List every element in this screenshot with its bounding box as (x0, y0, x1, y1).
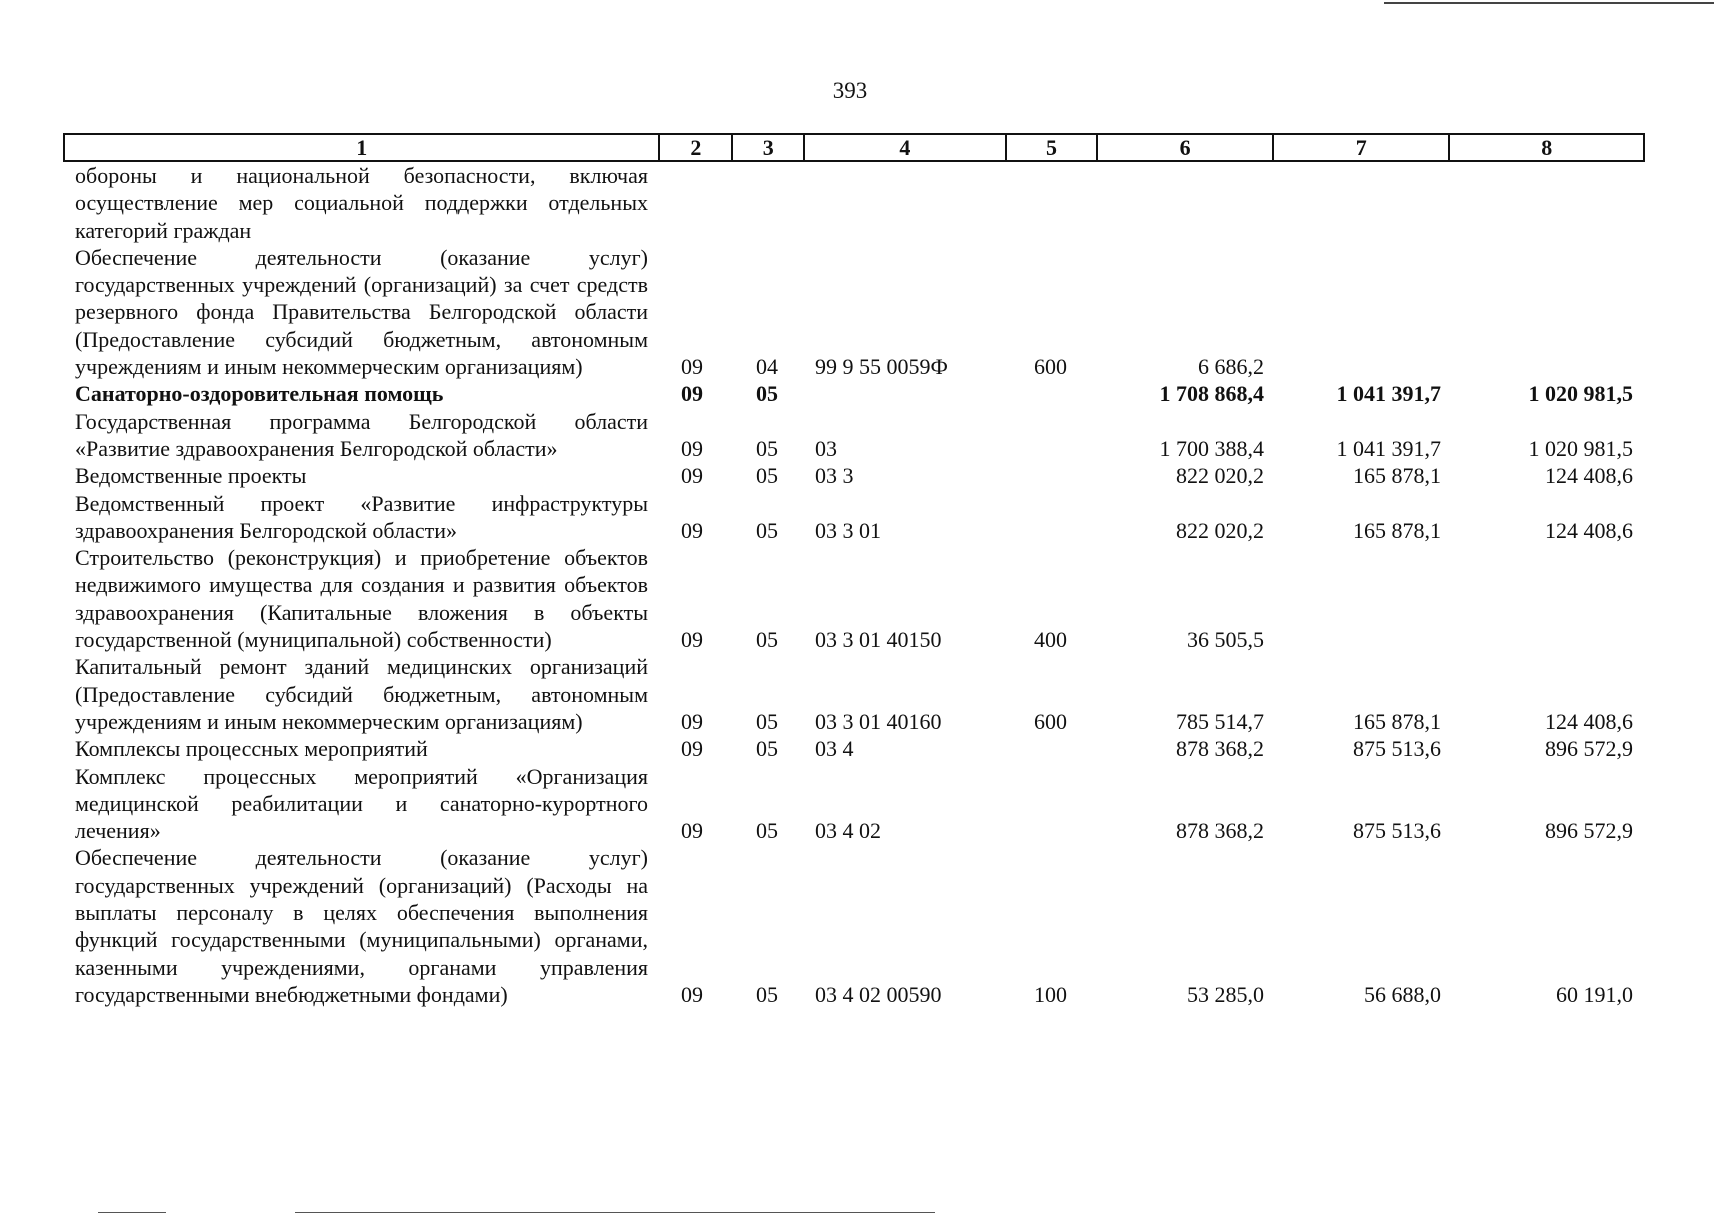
row-col-7: 56 688,0 (1364, 981, 1441, 1007)
table-row (0, 544, 1714, 653)
row-col-6: 53 285,0 (1187, 981, 1264, 1007)
table-row (0, 653, 1714, 735)
row-col-4: 03 4 (815, 736, 854, 762)
row-col-6: 1 700 388,4 (1159, 435, 1264, 461)
row-col-3: 05 (756, 463, 778, 489)
row-col-4: 03 3 (815, 463, 854, 489)
row-col-4: 03 (815, 435, 837, 461)
row-description: обороны и национальной безопасности, включая осуществление мер социальной поддержки отдельных категорий граждан (75, 163, 648, 243)
row-col-3: 05 (756, 381, 778, 407)
header-col-4: 4 (805, 135, 1006, 160)
row-col-7: 1 041 391,7 (1336, 435, 1441, 461)
row-col-6: 878 368,2 (1176, 736, 1264, 762)
row-col-3: 05 (756, 627, 778, 653)
top-rule (1384, 2, 1714, 4)
row-col-6: 36 505,5 (1187, 627, 1264, 653)
header-col-8: 8 (1541, 135, 1553, 160)
header-col-1: 1 (65, 135, 660, 160)
row-description: Обеспечение деятельности (оказание услуг) государственных учреждений (организаций) (Расходы на выплаты персоналу в целях обеспечения выполнения функций государственными (муниципальными) органами, казенными учреждениями, органами управления государственными внебюджетными фондами) (75, 845, 648, 1007)
table-row (0, 408, 1714, 463)
row-col-2: 09 (681, 818, 703, 844)
row-col-8: 896 572,9 (1545, 818, 1633, 844)
table-header (63, 133, 1645, 162)
row-col-7: 165 878,1 (1353, 517, 1441, 543)
table-row (0, 162, 1714, 244)
row-col-3: 05 (756, 708, 778, 734)
row-col-3: 05 (756, 435, 778, 461)
row-col-4: 03 4 02 00590 (815, 981, 942, 1007)
row-col-3: 05 (756, 818, 778, 844)
row-col-3: 05 (756, 517, 778, 543)
row-col-2: 09 (681, 627, 703, 653)
row-description: Ведомственный проект «Развитие инфраструктуры здравоохранения Белгородской области» (75, 490, 648, 543)
row-col-5: 600 (1034, 708, 1067, 734)
row-col-4: 03 4 02 (815, 818, 881, 844)
row-col-7: 165 878,1 (1353, 463, 1441, 489)
row-col-6: 822 020,2 (1176, 517, 1264, 543)
row-description: Капитальный ремонт зданий медицинских организаций (Предоставление субсидий бюджетным, автономным учреждениям и иным некоммерческим организациям) (75, 654, 648, 734)
table-row (0, 380, 1714, 407)
row-col-4: 99 9 55 0059Ф (815, 354, 948, 380)
header-col-3: 3 (733, 135, 805, 160)
row-col-8: 1 020 981,5 (1528, 435, 1633, 461)
row-col-4: 03 3 01 40150 (815, 627, 942, 653)
table-row (0, 490, 1714, 545)
header-col-7: 7 (1274, 135, 1451, 160)
row-col-2: 09 (681, 981, 703, 1007)
row-col-2: 09 (681, 736, 703, 762)
row-col-3: 04 (756, 354, 778, 380)
row-col-8: 896 572,9 (1545, 736, 1633, 762)
row-description: Государственная программа Белгородской области «Развитие здравоохранения Белгородской области» (75, 408, 648, 461)
row-col-2: 09 (681, 463, 703, 489)
header-col-5: 5 (1007, 135, 1099, 160)
row-col-7: 875 513,6 (1353, 736, 1441, 762)
row-description: Комплексы процессных мероприятий (75, 736, 428, 762)
row-col-5: 600 (1034, 354, 1067, 380)
row-description: Обеспечение деятельности (оказание услуг) государственных учреждений (организаций) за счет средств резервного фонда Правительства Белгородской области (Предоставление субсидий бюджетным, автономным учреждениям и иным некоммерческим организациям) (75, 244, 648, 380)
table-row (0, 244, 1714, 380)
table-row (0, 462, 1714, 489)
row-col-4: 03 3 01 (815, 517, 881, 543)
row-col-5: 100 (1034, 981, 1067, 1007)
header-col-2: 2 (660, 135, 733, 160)
row-col-7: 875 513,6 (1353, 818, 1441, 844)
row-col-8: 1 020 981,5 (1528, 381, 1633, 407)
row-col-6: 878 368,2 (1176, 818, 1264, 844)
row-col-8: 124 408,6 (1545, 517, 1633, 543)
row-col-6: 822 020,2 (1176, 463, 1264, 489)
row-col-5: 400 (1034, 627, 1067, 653)
row-col-8: 124 408,6 (1545, 708, 1633, 734)
row-col-8: 60 191,0 (1556, 981, 1633, 1007)
row-description: Ведомственные проекты (75, 463, 307, 489)
row-col-7: 1 041 391,7 (1336, 381, 1441, 407)
row-col-7: 165 878,1 (1353, 708, 1441, 734)
header-col-6: 6 (1098, 135, 1274, 160)
row-col-6: 1 708 868,4 (1159, 381, 1264, 407)
page-number: 393 (832, 78, 868, 103)
row-col-2: 09 (681, 354, 703, 380)
row-description: Строительство (реконструкция) и приобретение объектов недвижимого имущества для создания и развития объектов здравоохранения (Капитальные вложения в объекты государственной (муниципальной) собственности) (75, 545, 648, 653)
row-col-6: 785 514,7 (1176, 708, 1264, 734)
row-description: Санаторно-оздоровительная помощь (75, 381, 444, 407)
row-description: Комплекс процессных мероприятий «Организация медицинской реабилитации и санаторно-курортного лечения» (75, 763, 648, 844)
row-col-2: 09 (681, 708, 703, 734)
row-col-6: 6 686,2 (1198, 354, 1264, 380)
table-row (0, 844, 1714, 1008)
row-col-2: 09 (681, 381, 703, 407)
row-col-2: 09 (681, 435, 703, 461)
row-col-8: 124 408,6 (1545, 463, 1633, 489)
table-row (0, 735, 1714, 762)
row-col-2: 09 (681, 517, 703, 543)
table-row (0, 763, 1714, 845)
row-col-3: 05 (756, 736, 778, 762)
row-col-4: 03 3 01 40160 (815, 708, 942, 734)
row-col-3: 05 (756, 981, 778, 1007)
table-body (0, 162, 1714, 1008)
